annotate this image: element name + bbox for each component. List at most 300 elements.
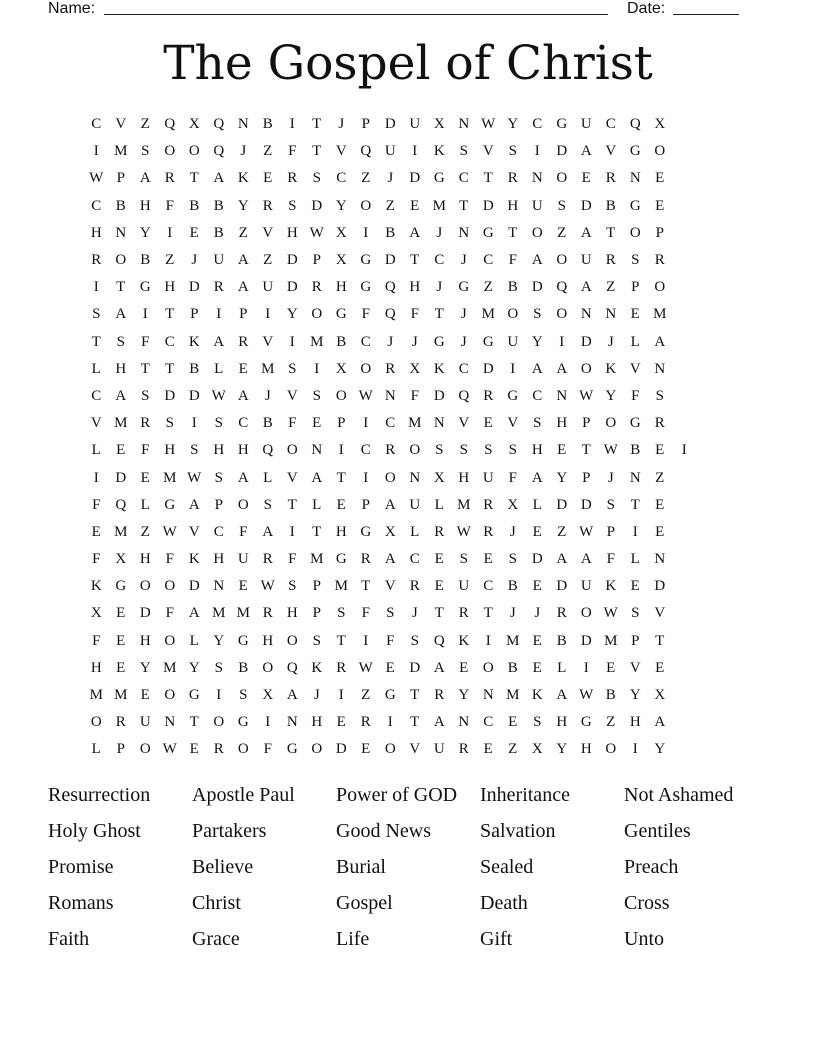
grid-letter[interactable]: W <box>162 741 177 758</box>
grid-letter[interactable]: A <box>213 170 225 187</box>
grid-letter[interactable]: H <box>262 632 274 649</box>
grid-letter[interactable]: J <box>387 333 394 350</box>
grid-letter[interactable]: P <box>361 496 370 513</box>
grid-letter[interactable]: O <box>213 714 225 731</box>
grid-letter[interactable]: B <box>507 659 518 676</box>
grid-letter[interactable]: E <box>263 170 273 187</box>
grid-letter[interactable]: P <box>655 224 664 241</box>
grid-letter[interactable]: D <box>286 279 298 296</box>
grid-letter[interactable]: E <box>336 496 346 513</box>
grid-letter[interactable]: F <box>165 551 174 568</box>
grid-letter[interactable]: W <box>260 578 275 595</box>
grid-letter[interactable]: E <box>434 551 444 568</box>
grid-letter[interactable]: C <box>605 116 616 133</box>
grid-letter[interactable]: I <box>681 442 687 459</box>
grid-letter[interactable]: A <box>188 496 200 513</box>
grid-letter[interactable]: J <box>313 687 320 704</box>
grid-letter[interactable]: S <box>263 496 272 513</box>
grid-letter[interactable]: D <box>188 279 200 296</box>
grid-letter[interactable]: U <box>433 741 445 758</box>
grid-letter[interactable]: B <box>189 360 200 377</box>
grid-letter[interactable]: A <box>213 333 225 350</box>
grid-letter[interactable]: H <box>629 714 641 731</box>
grid-letter[interactable]: E <box>508 714 518 731</box>
grid-letter[interactable]: P <box>116 170 125 187</box>
grid-letter[interactable]: O <box>531 224 543 241</box>
grid-letter[interactable]: E <box>655 659 665 676</box>
grid-letter[interactable]: C <box>483 714 494 731</box>
grid-letter[interactable]: F <box>631 387 640 404</box>
grid-letter[interactable]: Z <box>557 523 567 540</box>
grid-letter[interactable]: M <box>481 306 495 323</box>
grid-letter[interactable]: N <box>482 687 494 704</box>
grid-letter[interactable]: A <box>237 469 249 486</box>
grid-letter[interactable]: X <box>262 687 274 704</box>
grid-letter[interactable]: S <box>312 387 321 404</box>
grid-letter[interactable]: B <box>213 197 224 214</box>
grid-letter[interactable]: E <box>312 415 322 432</box>
grid-letter[interactable]: P <box>312 605 321 622</box>
grid-letter[interactable]: H <box>164 279 176 296</box>
grid-letter[interactable]: A <box>580 143 592 160</box>
grid-letter[interactable]: L <box>263 469 273 486</box>
grid-letter[interactable]: V <box>409 741 421 758</box>
grid-letter[interactable]: J <box>338 116 345 133</box>
grid-letter[interactable]: S <box>557 197 566 214</box>
grid-letter[interactable]: B <box>262 415 273 432</box>
grid-letter[interactable]: L <box>91 741 101 758</box>
grid-letter[interactable]: E <box>483 741 493 758</box>
grid-letter[interactable]: T <box>336 632 346 649</box>
grid-letter[interactable]: A <box>139 170 151 187</box>
grid-letter[interactable]: D <box>409 659 421 676</box>
grid-letter[interactable]: F <box>508 469 517 486</box>
grid-letter[interactable]: G <box>237 714 249 731</box>
grid-letter[interactable]: R <box>262 551 273 568</box>
grid-letter[interactable]: J <box>534 605 541 622</box>
grid-letter[interactable]: I <box>363 469 369 486</box>
grid-letter[interactable]: P <box>214 496 223 513</box>
grid-letter[interactable]: G <box>580 714 592 731</box>
grid-letter[interactable]: D <box>433 387 445 404</box>
grid-letter[interactable]: Z <box>165 252 175 269</box>
grid-letter[interactable]: E <box>116 442 126 459</box>
grid-letter[interactable]: T <box>312 523 322 540</box>
grid-letter[interactable]: S <box>410 632 419 649</box>
grid-letter[interactable]: C <box>458 170 469 187</box>
grid-letter[interactable]: S <box>386 605 395 622</box>
grid-letter[interactable]: A <box>409 224 421 241</box>
grid-letter[interactable]: T <box>336 469 346 486</box>
grid-letter[interactable]: A <box>531 252 543 269</box>
grid-letter[interactable]: E <box>532 659 542 676</box>
grid-letter[interactable]: P <box>631 279 640 296</box>
grid-letter[interactable]: T <box>655 632 665 649</box>
grid-letter[interactable]: E <box>630 306 640 323</box>
grid-letter[interactable]: S <box>606 496 615 513</box>
grid-letter[interactable]: Y <box>654 741 666 758</box>
grid-letter[interactable]: B <box>605 687 616 704</box>
grid-letter[interactable]: I <box>289 333 295 350</box>
grid-letter[interactable]: S <box>288 197 297 214</box>
grid-letter[interactable]: E <box>116 659 126 676</box>
grid-letter[interactable]: G <box>482 224 494 241</box>
grid-letter[interactable]: R <box>458 741 469 758</box>
grid-letter[interactable]: W <box>309 224 324 241</box>
grid-letter[interactable]: F <box>263 741 272 758</box>
grid-letter[interactable]: I <box>412 143 418 160</box>
grid-letter[interactable]: D <box>580 496 592 513</box>
grid-letter[interactable]: X <box>433 469 445 486</box>
grid-letter[interactable]: E <box>532 523 542 540</box>
grid-letter[interactable]: H <box>139 551 151 568</box>
grid-letter[interactable]: R <box>654 415 665 432</box>
grid-letter[interactable]: G <box>360 252 372 269</box>
grid-letter[interactable]: I <box>363 415 369 432</box>
grid-letter[interactable]: M <box>408 415 422 432</box>
grid-letter[interactable]: S <box>631 605 640 622</box>
grid-letter[interactable]: O <box>164 687 176 704</box>
grid-letter[interactable]: G <box>482 333 494 350</box>
grid-letter[interactable]: L <box>410 523 420 540</box>
grid-letter[interactable]: K <box>90 578 102 595</box>
grid-letter[interactable]: W <box>211 387 226 404</box>
grid-letter[interactable]: C <box>336 170 347 187</box>
grid-letter[interactable]: E <box>655 197 665 214</box>
grid-letter[interactable]: Z <box>508 741 518 758</box>
grid-letter[interactable]: C <box>238 415 249 432</box>
grid-letter[interactable]: W <box>162 523 177 540</box>
grid-letter[interactable]: Y <box>507 116 519 133</box>
grid-letter[interactable]: N <box>311 442 323 459</box>
grid-letter[interactable]: G <box>433 333 445 350</box>
grid-letter[interactable]: Y <box>556 741 568 758</box>
grid-letter[interactable]: S <box>459 442 468 459</box>
grid-letter[interactable]: T <box>630 496 640 513</box>
grid-letter[interactable]: Q <box>213 143 225 160</box>
grid-letter[interactable]: J <box>264 387 271 404</box>
grid-letter[interactable]: T <box>483 605 493 622</box>
grid-letter[interactable]: O <box>286 632 298 649</box>
grid-letter[interactable]: I <box>216 306 222 323</box>
grid-letter[interactable]: R <box>605 252 616 269</box>
grid-letter[interactable]: O <box>556 252 568 269</box>
grid-letter[interactable]: V <box>188 523 200 540</box>
grid-letter[interactable]: T <box>483 170 493 187</box>
grid-letter[interactable]: D <box>482 197 494 214</box>
grid-letter[interactable]: J <box>607 333 614 350</box>
grid-letter[interactable]: A <box>115 306 127 323</box>
grid-letter[interactable]: J <box>436 224 443 241</box>
grid-letter[interactable]: T <box>410 252 420 269</box>
grid-letter[interactable]: J <box>411 605 418 622</box>
grid-letter[interactable]: A <box>384 496 396 513</box>
grid-letter[interactable]: Z <box>140 116 150 133</box>
grid-letter[interactable]: T <box>361 578 371 595</box>
grid-letter[interactable]: E <box>483 551 493 568</box>
grid-letter[interactable]: W <box>89 170 104 187</box>
grid-letter[interactable]: H <box>335 523 347 540</box>
grid-letter[interactable]: Z <box>385 197 395 214</box>
grid-letter[interactable]: J <box>460 306 467 323</box>
grid-letter[interactable]: L <box>630 333 640 350</box>
grid-letter[interactable]: A <box>654 333 666 350</box>
grid-letter[interactable]: E <box>606 659 616 676</box>
grid-letter[interactable]: B <box>238 659 249 676</box>
grid-letter[interactable]: E <box>630 578 640 595</box>
grid-letter[interactable]: Y <box>531 333 543 350</box>
grid-letter[interactable]: F <box>92 632 101 649</box>
grid-letter[interactable]: Z <box>361 170 371 187</box>
grid-letter[interactable]: O <box>237 741 249 758</box>
grid-letter[interactable]: G <box>556 116 568 133</box>
grid-letter[interactable]: Z <box>557 224 567 241</box>
grid-letter[interactable]: O <box>262 659 274 676</box>
grid-letter[interactable]: P <box>312 252 321 269</box>
grid-letter[interactable]: O <box>139 741 151 758</box>
grid-letter[interactable]: B <box>336 333 347 350</box>
grid-letter[interactable]: R <box>385 360 396 377</box>
grid-letter[interactable]: F <box>288 415 297 432</box>
grid-letter[interactable]: S <box>214 415 223 432</box>
grid-letter[interactable]: A <box>237 387 249 404</box>
grid-letter[interactable]: B <box>213 224 224 241</box>
grid-letter[interactable]: G <box>335 306 347 323</box>
grid-letter[interactable]: R <box>115 714 126 731</box>
grid-letter[interactable]: Z <box>263 252 273 269</box>
grid-letter[interactable]: E <box>655 170 665 187</box>
grid-letter[interactable]: N <box>409 469 421 486</box>
grid-letter[interactable]: W <box>603 605 618 622</box>
grid-letter[interactable]: N <box>654 360 666 377</box>
grid-letter[interactable]: D <box>556 143 568 160</box>
grid-letter[interactable]: A <box>654 714 666 731</box>
grid-letter[interactable]: E <box>238 360 248 377</box>
grid-letter[interactable]: Z <box>606 279 616 296</box>
grid-letter[interactable]: A <box>237 252 249 269</box>
grid-letter[interactable]: F <box>141 333 150 350</box>
grid-letter[interactable]: C <box>91 387 102 404</box>
grid-letter[interactable]: F <box>410 306 419 323</box>
grid-letter[interactable]: T <box>116 279 126 296</box>
grid-letter[interactable]: H <box>139 197 151 214</box>
grid-letter[interactable]: Q <box>360 143 372 160</box>
grid-letter[interactable]: A <box>384 551 396 568</box>
grid-letter[interactable]: T <box>312 143 322 160</box>
grid-letter[interactable]: T <box>189 714 199 731</box>
grid-letter[interactable]: G <box>458 279 470 296</box>
grid-letter[interactable]: W <box>603 442 618 459</box>
grid-letter[interactable]: K <box>237 170 249 187</box>
grid-letter[interactable]: D <box>384 252 396 269</box>
grid-letter[interactable]: O <box>164 632 176 649</box>
grid-letter[interactable]: C <box>213 523 224 540</box>
grid-letter[interactable]: M <box>457 496 471 513</box>
grid-letter[interactable]: R <box>483 523 494 540</box>
grid-letter[interactable]: Y <box>556 469 568 486</box>
grid-letter[interactable]: V <box>458 415 470 432</box>
grid-letter[interactable]: J <box>509 605 516 622</box>
grid-letter[interactable]: X <box>335 224 347 241</box>
grid-letter[interactable]: H <box>458 469 470 486</box>
grid-letter[interactable]: O <box>629 224 641 241</box>
grid-letter[interactable]: R <box>434 523 445 540</box>
grid-letter[interactable]: M <box>604 632 618 649</box>
grid-letter[interactable]: E <box>459 659 469 676</box>
grid-letter[interactable]: V <box>90 415 102 432</box>
grid-letter[interactable]: I <box>485 632 491 649</box>
grid-letter[interactable]: I <box>363 224 369 241</box>
grid-letter[interactable]: S <box>214 659 223 676</box>
grid-letter[interactable]: Y <box>188 659 200 676</box>
grid-letter[interactable]: J <box>509 523 516 540</box>
grid-letter[interactable]: C <box>91 116 102 133</box>
grid-letter[interactable]: M <box>114 415 128 432</box>
grid-letter[interactable]: R <box>140 415 151 432</box>
grid-letter[interactable]: S <box>288 578 297 595</box>
grid-letter[interactable]: D <box>409 170 421 187</box>
grid-letter[interactable]: N <box>458 224 470 241</box>
grid-letter[interactable]: E <box>140 469 150 486</box>
grid-letter[interactable]: J <box>411 333 418 350</box>
grid-letter[interactable]: P <box>631 632 640 649</box>
grid-letter[interactable]: O <box>654 143 666 160</box>
grid-letter[interactable]: L <box>630 551 640 568</box>
grid-letter[interactable]: S <box>533 306 542 323</box>
grid-letter[interactable]: N <box>580 306 592 323</box>
grid-letter[interactable]: G <box>507 387 519 404</box>
grid-letter[interactable]: F <box>165 197 174 214</box>
grid-letter[interactable]: U <box>482 469 494 486</box>
grid-letter[interactable]: Q <box>629 116 641 133</box>
grid-letter[interactable]: M <box>506 632 520 649</box>
grid-letter[interactable]: C <box>360 333 371 350</box>
grid-letter[interactable]: D <box>286 252 298 269</box>
grid-letter[interactable]: X <box>384 523 396 540</box>
grid-letter[interactable]: G <box>286 741 298 758</box>
grid-letter[interactable]: L <box>214 360 224 377</box>
grid-letter[interactable]: M <box>653 306 667 323</box>
grid-letter[interactable]: J <box>191 252 198 269</box>
grid-letter[interactable]: N <box>654 551 666 568</box>
grid-letter[interactable]: W <box>456 523 471 540</box>
grid-letter[interactable]: K <box>433 360 445 377</box>
grid-letter[interactable]: Z <box>263 143 273 160</box>
grid-letter[interactable]: X <box>115 551 127 568</box>
grid-letter[interactable]: T <box>91 333 101 350</box>
grid-letter[interactable]: B <box>507 279 518 296</box>
grid-letter[interactable]: P <box>361 116 370 133</box>
grid-letter[interactable]: T <box>410 687 420 704</box>
grid-letter[interactable]: F <box>386 632 395 649</box>
grid-letter[interactable]: T <box>434 605 444 622</box>
grid-letter[interactable]: S <box>533 714 542 731</box>
grid-letter[interactable]: T <box>189 170 199 187</box>
grid-letter[interactable]: F <box>288 551 297 568</box>
grid-letter[interactable]: M <box>114 523 128 540</box>
grid-letter[interactable]: R <box>605 170 616 187</box>
grid-letter[interactable]: V <box>115 116 127 133</box>
grid-letter[interactable]: N <box>433 415 445 432</box>
grid-letter[interactable]: S <box>141 143 150 160</box>
grid-letter[interactable]: E <box>385 659 395 676</box>
grid-letter[interactable]: D <box>384 116 396 133</box>
grid-letter[interactable]: R <box>385 442 396 459</box>
grid-letter[interactable]: O <box>164 143 176 160</box>
grid-letter[interactable]: Z <box>140 523 150 540</box>
grid-letter[interactable]: B <box>189 197 200 214</box>
grid-letter[interactable]: Y <box>458 687 470 704</box>
grid-letter[interactable]: G <box>335 551 347 568</box>
grid-letter[interactable]: K <box>188 551 200 568</box>
grid-letter[interactable]: L <box>91 360 101 377</box>
grid-letter[interactable]: A <box>262 523 274 540</box>
grid-letter[interactable]: G <box>139 279 151 296</box>
grid-letter[interactable]: G <box>384 687 396 704</box>
grid-letter[interactable]: C <box>483 578 494 595</box>
grid-letter[interactable]: M <box>310 333 324 350</box>
grid-letter[interactable]: S <box>459 143 468 160</box>
grid-letter[interactable]: N <box>629 170 641 187</box>
grid-letter[interactable]: O <box>605 415 617 432</box>
grid-letter[interactable]: N <box>605 306 617 323</box>
grid-letter[interactable]: H <box>90 224 102 241</box>
grid-letter[interactable]: I <box>559 333 565 350</box>
grid-letter[interactable]: H <box>580 741 592 758</box>
grid-letter[interactable]: E <box>532 632 542 649</box>
grid-letter[interactable]: G <box>629 197 641 214</box>
grid-letter[interactable]: H <box>213 551 225 568</box>
grid-letter[interactable]: M <box>212 605 226 622</box>
grid-letter[interactable]: L <box>189 632 199 649</box>
grid-letter[interactable]: X <box>90 605 102 622</box>
grid-letter[interactable]: D <box>188 578 200 595</box>
grid-letter[interactable]: S <box>484 442 493 459</box>
grid-letter[interactable]: D <box>580 632 592 649</box>
grid-letter[interactable]: E <box>189 741 199 758</box>
grid-letter[interactable]: Z <box>483 279 493 296</box>
grid-letter[interactable]: Q <box>115 496 127 513</box>
grid-letter[interactable]: S <box>92 306 101 323</box>
grid-letter[interactable]: T <box>459 197 469 214</box>
grid-letter[interactable]: M <box>163 469 177 486</box>
grid-letter[interactable]: S <box>435 442 444 459</box>
grid-letter[interactable]: C <box>532 116 543 133</box>
grid-letter[interactable]: C <box>458 360 469 377</box>
grid-letter[interactable]: U <box>262 279 274 296</box>
grid-letter[interactable]: T <box>287 496 297 513</box>
grid-letter[interactable]: O <box>237 496 249 513</box>
grid-letter[interactable]: S <box>508 442 517 459</box>
grid-letter[interactable]: X <box>409 360 421 377</box>
grid-letter[interactable]: I <box>142 306 148 323</box>
grid-letter[interactable]: C <box>409 551 420 568</box>
grid-letter[interactable]: G <box>188 687 200 704</box>
grid-letter[interactable]: S <box>508 143 517 160</box>
grid-letter[interactable]: T <box>312 116 322 133</box>
grid-letter[interactable]: U <box>409 116 421 133</box>
grid-letter[interactable]: X <box>335 360 347 377</box>
grid-letter[interactable]: G <box>360 279 372 296</box>
grid-letter[interactable]: U <box>139 714 151 731</box>
grid-letter[interactable]: F <box>92 496 101 513</box>
grid-letter[interactable]: R <box>507 170 518 187</box>
grid-letter[interactable]: K <box>458 632 470 649</box>
grid-letter[interactable]: E <box>655 442 665 459</box>
grid-letter[interactable]: V <box>654 605 666 622</box>
grid-letter[interactable]: B <box>262 116 273 133</box>
grid-letter[interactable]: A <box>531 360 543 377</box>
